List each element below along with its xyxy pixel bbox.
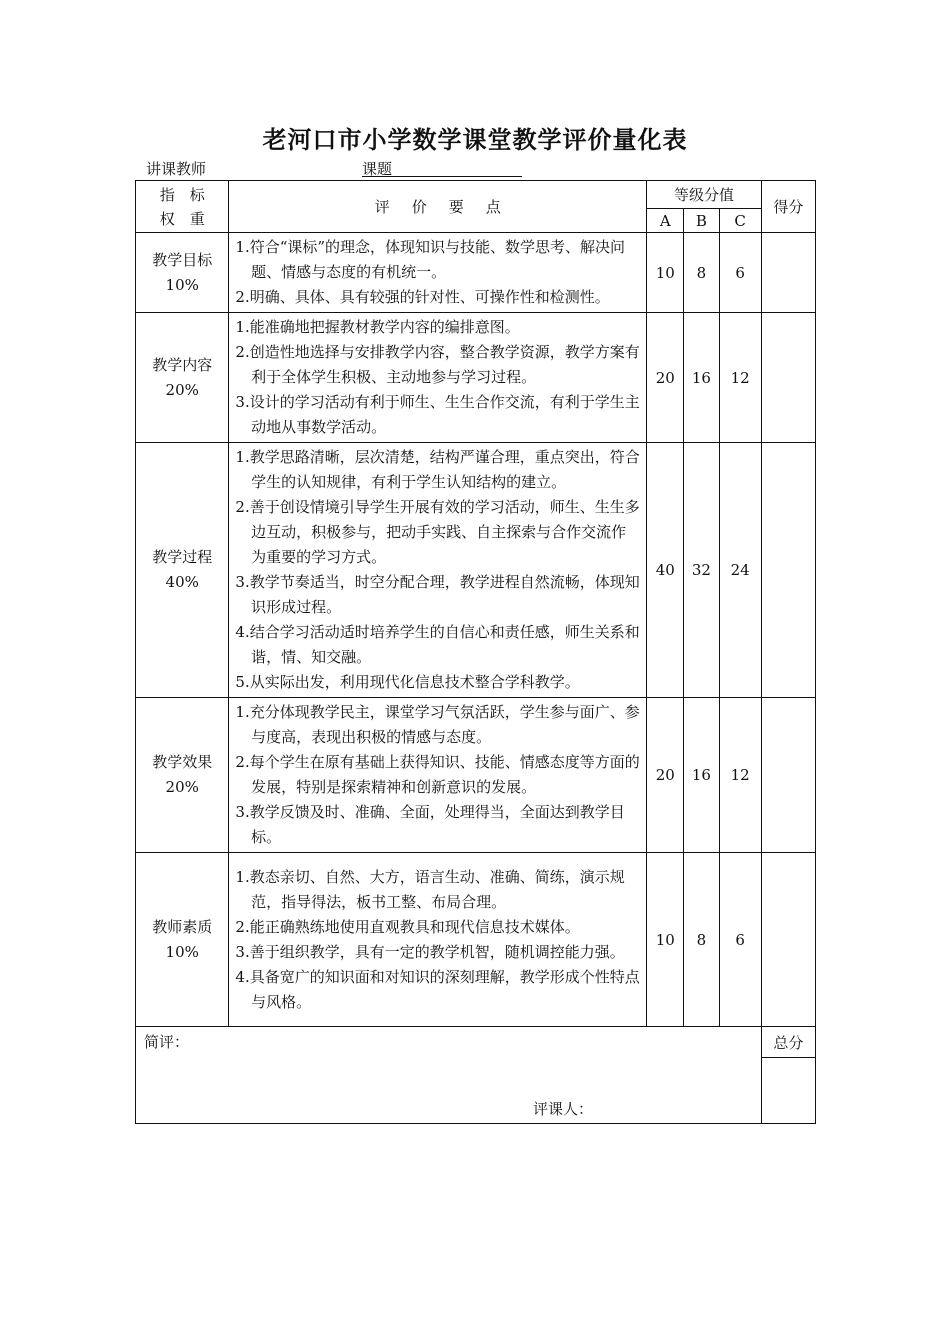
evaluation-point: 2.每个学生在原有基础上获得知识、技能、情感态度等方面的发展，特别是探索精神和创新意识的发展。 xyxy=(235,753,640,796)
total-label: 总分 xyxy=(761,1027,815,1058)
points-cell xyxy=(229,313,647,443)
indicator-name: 教师素质 xyxy=(152,917,213,936)
evaluation-point: 4.结合学习活动适时培养学生的自信心和责任感，师生关系和谐，情、知交融。 xyxy=(235,623,640,666)
grade-c-value: 6 xyxy=(719,233,761,313)
grade-a-value: 20 xyxy=(647,313,684,443)
indicator-header-line2: 权 重 xyxy=(159,209,205,228)
evaluation-point: 3.善于组织教学，具有一定的教学机智，随机调控能力强。 xyxy=(235,942,625,961)
points-cell xyxy=(229,853,647,1027)
points-cell xyxy=(229,233,647,313)
evaluation-point: 2.创造性地选择与安排教学内容，整合教学资源，教学方案有利于全体学生积极、主动地参与学习过程。 xyxy=(235,343,640,386)
grade-header: 等级分值 xyxy=(647,181,762,209)
indicator-name: 教学效果 xyxy=(152,753,213,771)
indicator-name: 教学过程 xyxy=(152,548,213,566)
topic-underline xyxy=(362,176,522,177)
grade-c-value: 6 xyxy=(719,853,761,1027)
indicator-name: 教学目标 xyxy=(152,250,213,269)
teacher-label: 讲课教师 xyxy=(146,160,207,178)
evaluation-point: 1.教态亲切、自然、大方，语言生动、准确、简练，演示规范，指导得法，板书工整、布局合理。 xyxy=(235,867,625,911)
indicator-header xyxy=(136,181,229,233)
grade-a-header: A xyxy=(647,209,684,233)
indicator-cell xyxy=(136,853,229,1027)
indicator-weight: 20% xyxy=(165,380,199,399)
criteria-row xyxy=(136,313,816,443)
evaluation-point: 3.教学反馈及时、准确、全面，处理得当，全面达到教学目标。 xyxy=(235,803,625,846)
evaluation-point: 1.充分体现教学民主，课堂学习气氛活跃，学生参与面广、参与度高，表现出积极的情感与态度。 xyxy=(235,703,640,746)
evaluation-table xyxy=(135,180,816,1124)
criteria-row xyxy=(136,698,816,853)
evaluation-point: 2.明确、具体、具有较强的针对性、可操作性和检测性。 xyxy=(235,288,610,306)
grade-a-value: 20 xyxy=(647,698,684,853)
indicator-cell xyxy=(136,443,229,698)
grade-b-value: 8 xyxy=(684,853,719,1027)
evaluation-point: 2.善于创设情境引导学生开展有效的学习活动，师生、生生多边互动，积极参与，把动手实践、自主探索与合作交流作为重要的学习方式。 xyxy=(235,498,640,566)
grade-c-value: 24 xyxy=(719,443,761,698)
evaluation-point: 1.教学思路清晰，层次清楚，结构严谨合理，重点突出，符合学生的认知规律，有利于学生认知结构的建立。 xyxy=(235,448,640,491)
points-cell xyxy=(229,698,647,853)
indicator-name: 教学内容 xyxy=(152,355,213,374)
grade-b-header: B xyxy=(684,209,719,233)
evaluation-point: 2.能正确熟练地使用直观教具和现代信息技术媒体。 xyxy=(235,917,580,936)
reviewer-label: 评课人： xyxy=(533,1100,594,1118)
evaluation-point: 1.符合“课标”的理念，体现知识与技能、数学思考、解决问题、情感与态度的有机统一。 xyxy=(235,238,626,281)
grade-b-value: 16 xyxy=(684,313,719,443)
summary-row xyxy=(136,1027,816,1058)
criteria-row xyxy=(136,443,816,698)
criteria-row xyxy=(136,853,816,1027)
grade-b-value: 16 xyxy=(684,698,719,853)
evaluation-point: 4.具备宽广的知识面和对知识的深刻理解，教学形成个性特点与风格。 xyxy=(235,967,640,1011)
grade-c-value: 12 xyxy=(719,313,761,443)
evaluation-point: 5.从实际出发，利用现代化信息技术整合学科教学。 xyxy=(235,673,580,691)
score-header: 得分 xyxy=(761,181,815,233)
criteria-row xyxy=(136,233,816,313)
points-cell xyxy=(229,443,647,698)
indicator-cell xyxy=(136,698,229,853)
indicator-cell xyxy=(136,233,229,313)
comment-label: 简评： xyxy=(144,1033,190,1051)
indicator-cell xyxy=(136,313,229,443)
grade-b-value: 8 xyxy=(684,233,719,313)
form-title: 老河口市小学数学课堂教学评价量化表 xyxy=(262,126,688,154)
score-cell[interactable] xyxy=(761,313,815,443)
indicator-weight: 20% xyxy=(165,778,199,796)
indicator-weight: 40% xyxy=(165,573,199,591)
grade-c-value: 12 xyxy=(719,698,761,853)
grade-c-header: C xyxy=(719,209,761,233)
grade-a-value: 10 xyxy=(647,853,684,1027)
topic-label: 课题 xyxy=(362,160,393,178)
indicator-weight: 10% xyxy=(165,942,199,961)
comment-cell[interactable] xyxy=(136,1027,762,1124)
score-cell[interactable] xyxy=(761,698,815,853)
total-score-cell[interactable] xyxy=(761,1058,815,1124)
score-cell[interactable] xyxy=(761,233,815,313)
grade-a-value: 10 xyxy=(647,233,684,313)
header-row xyxy=(136,181,816,209)
points-header: 评价要点 xyxy=(229,181,647,233)
grade-b-value: 32 xyxy=(684,443,719,698)
evaluation-point: 3.设计的学习活动有利于师生、生生合作交流，有利于学生主动地从事数学活动。 xyxy=(235,393,640,436)
score-cell[interactable] xyxy=(761,443,815,698)
indicator-weight: 10% xyxy=(165,275,199,294)
grade-a-value: 40 xyxy=(647,443,684,698)
evaluation-point: 3.教学节奏适当，时空分配合理，教学进程自然流畅，体现知识形成过程。 xyxy=(235,573,640,616)
score-cell[interactable] xyxy=(761,853,815,1027)
indicator-header-line1: 指 标 xyxy=(159,185,205,204)
evaluation-point: 1.能准确地把握教材教学内容的编排意图。 xyxy=(235,318,520,336)
